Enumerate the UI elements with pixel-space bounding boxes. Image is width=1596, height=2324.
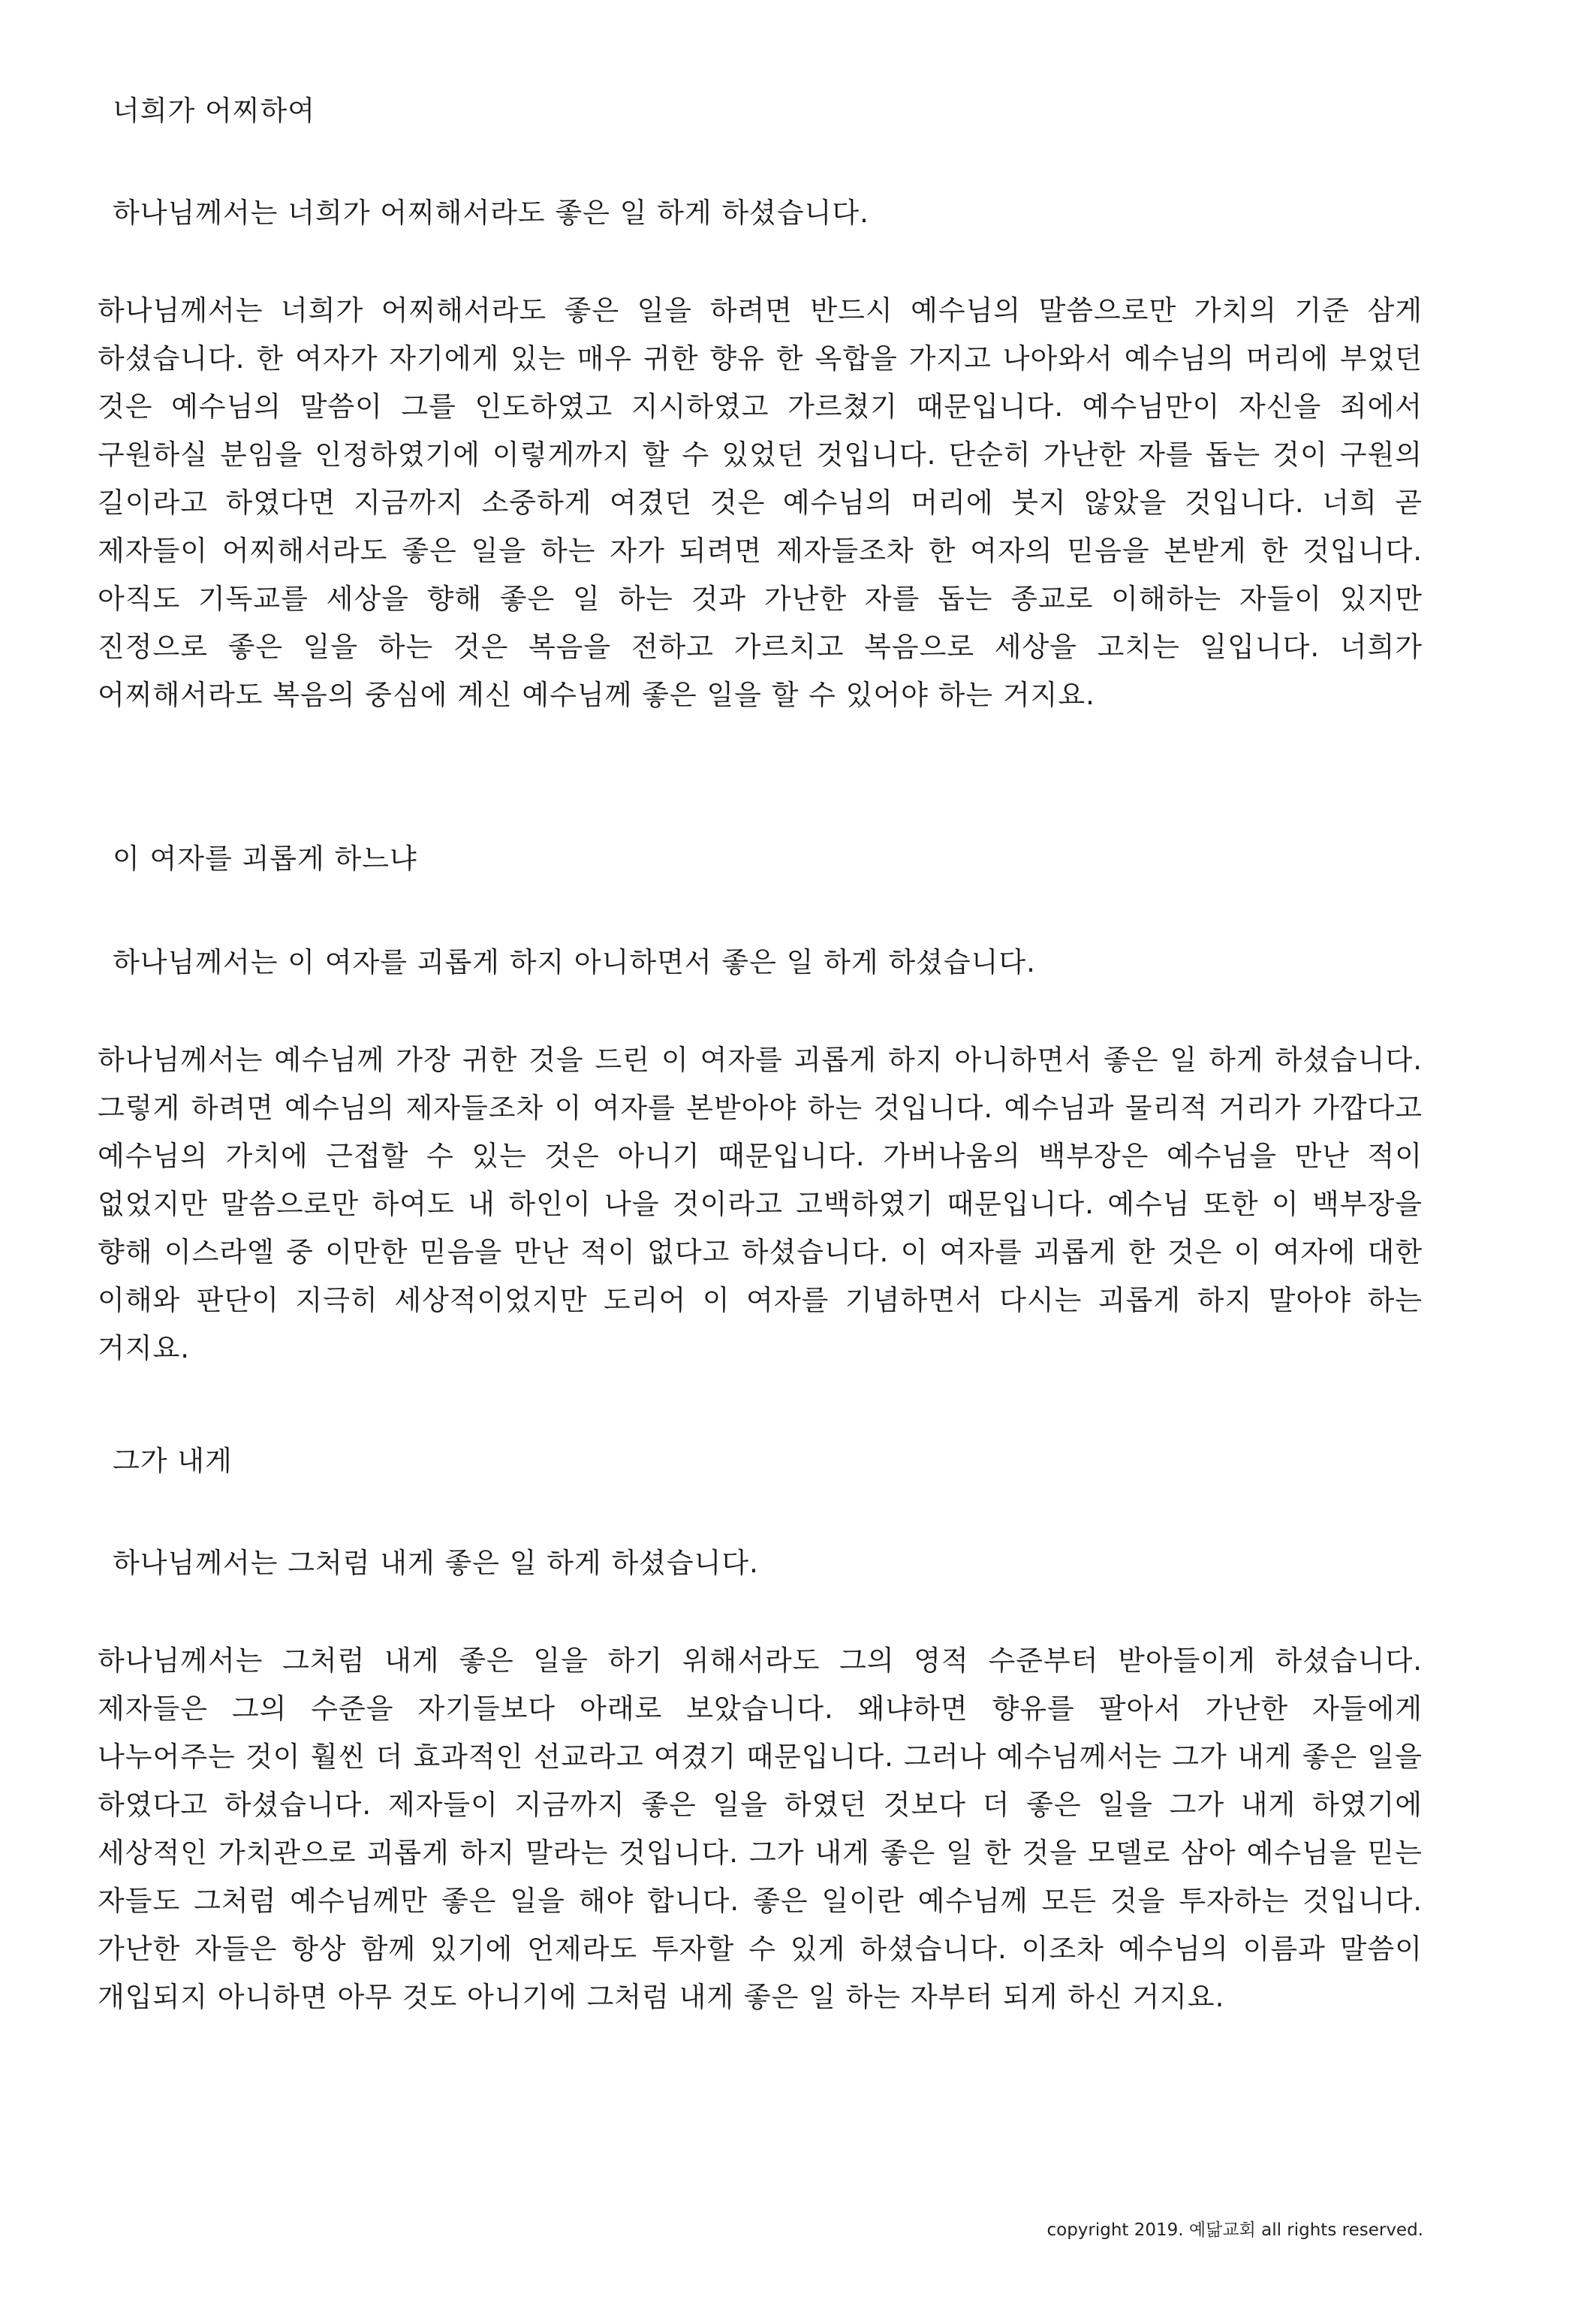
- section-1-heading: 너희가 어찌하여: [113, 95, 315, 127]
- copyright-footer: copyright 2019. 예닮교회 all rights reserved.: [1046, 2220, 1423, 2240]
- section-2-body: 하나님께서는 예수님께 가장 귀한 것을 드린 이 여자를 괴롭게 하지 아니하면서 좋은 일 하게 하셨습니다. 그렇게 하려면 예수님의 제자들조차 이 여자를 본받아야 하는 것입니다. 예수님과 물리적 거리가 가깝다고 예수님의 가치에 근접할 수 있는 것은 아니기 때문입니다. 가버나움의 백부장은 예수님을 만난 적이 없었지만 말씀으로만 하여도 내 하인이 나을 것이라고 고백하였기 때문입니다. 예수님 또한 이 백부장을 향해 이스라엘 중 이만한 믿음을 만난 적이 없다고 하셨습니다. 이 여자를 괴롭게 한 것은 이 여자에 대한 이해와 판단이 지극히 세상적이었지만 도리어 이 여자를 기념하면서 다시는 괴롭게 하지 말아야 하는 거지요.: [98, 1044, 1423, 1364]
- section-1-summary: 하나님께서는 너희가 어찌해서라도 좋은 일 하게 하셨습니다.: [113, 197, 869, 229]
- section-2-heading: 이 여자를 괴롭게 하느냐: [113, 842, 417, 875]
- section-3-summary: 하나님께서는 그처럼 내게 좋은 일 하게 하셨습니다.: [113, 1547, 759, 1579]
- section-2-summary: 하나님께서는 이 여자를 괴롭게 하지 아니하면서 좋은 일 하게 하셨습니다.: [113, 946, 1036, 978]
- section-1-body: 하나님께서는 너희가 어찌해서라도 좋은 일을 하려면 반드시 예수님의 말씀으로만 가치의 기준 삼게 하셨습니다. 한 여자가 자기에게 있는 매우 귀한 향유 한 옥합을 가지고 나아와서 예수님의 머리에 부었던 것은 예수님의 말씀이 그를 인도하였고 지시하였고 가르쳤기 때문입니다. 예수님만이 자신을 죄에서 구원하실 분임을 인정하였기에 이렇게까지 할 수 있었던 것입니다. 단순히 가난한 자를 돕는 것이 구원의 길이라고 하였다면 지금까지 소중하게 여겼던 것은 예수님의 머리에 붓지 않았을 것입니다. 너희 곧 제자들이 어찌해서라도 좋은 일을 하는 자가 되려면 제자들조차 한 여자의 믿음을 본받게 한 것입니다. 아직도 기독교를 세상을 향해 좋은 일 하는 것과 가난한 자를 돕는 종교로 이해하는 자들이 있지만 진정으로 좋은 일을 하는 것은 복음을 전하고 가르치고 복음으로 세상을 고치는 일입니다. 너희가 어찌해서라도 복음의 중심에 계신 예수님께 좋은 일을 할 수 있어야 하는 거지요.: [98, 294, 1423, 711]
- section-3-heading: 그가 내게: [113, 1445, 233, 1477]
- section-3-body: 하나님께서는 그처럼 내게 좋은 일을 하기 위해서라도 그의 영적 수준부터 받아들이게 하셨습니다. 제자들은 그의 수준을 자기들보다 아래로 보았습니다. 왜냐하면 향유를 팔아서 가난한 자들에게 나누어주는 것이 훨씬 더 효과적인 선교라고 여겼기 때문입니다. 그러나 예수님께서는 그가 내게 좋은 일을 하였다고 하셨습니다. 제자들이 지금까지 좋은 일을 하였던 것보다 더 좋은 일을 그가 내게 하였기에 세상적인 가치관으로 괴롭게 하지 말라는 것입니다. 그가 내게 좋은 일 한 것을 모델로 삼아 예수님을 믿는 자들도 그처럼 예수님께만 좋은 일을 해야 합니다. 좋은 일이란 예수님께 모든 것을 투자하는 것입니다. 가난한 자들은 항상 함께 있기에 언제라도 투자할 수 있게 하셨습니다. 이조차 예수님의 이름과 말씀이 개입되지 아니하면 아무 것도 아니기에 그처럼 내게 좋은 일 하는 자부터 되게 하신 거지요.: [98, 1644, 1423, 2013]
